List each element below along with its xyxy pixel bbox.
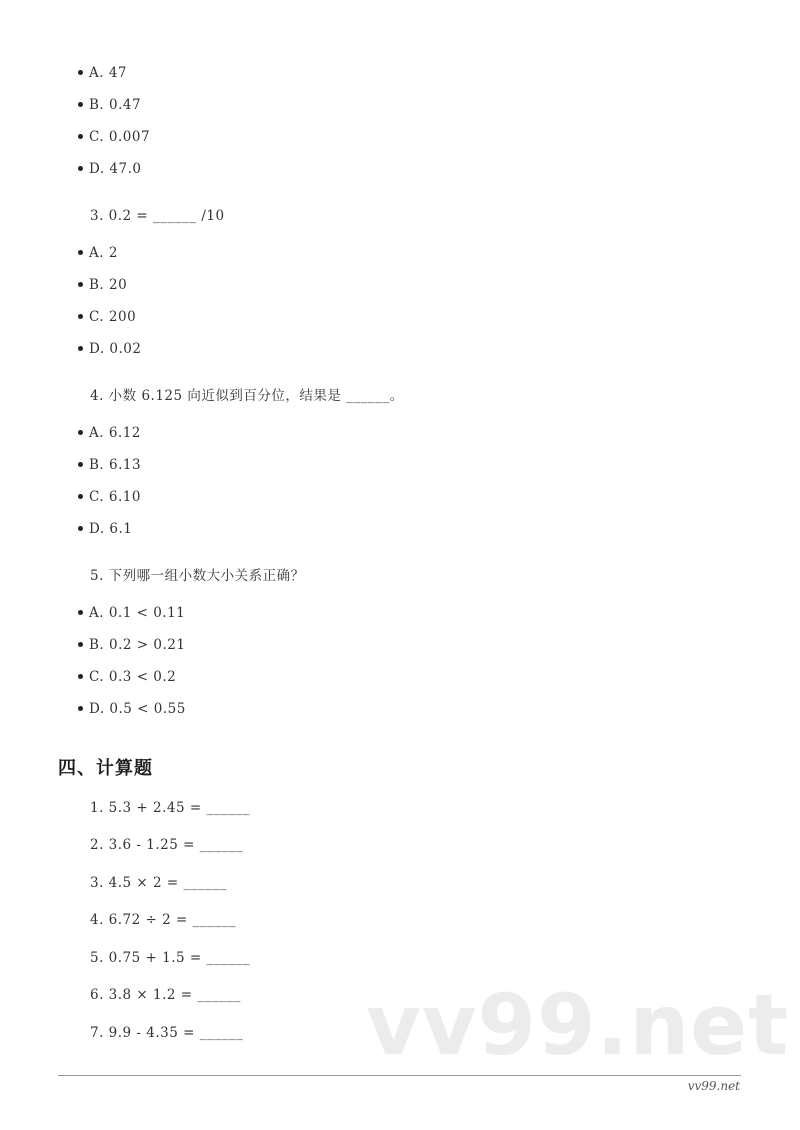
bullet-icon (78, 674, 83, 679)
option-text: D. 0.5 < 0.55 (89, 701, 186, 717)
option-d (78, 341, 141, 357)
option-b (78, 637, 185, 653)
option-b (78, 277, 127, 293)
option-a (78, 245, 118, 261)
calc-item-3: 3. 4.5 × 2 = ______ (90, 875, 228, 891)
question-3: 3. 0.2 = ______ /10 (90, 208, 225, 224)
option-text: D. 0.02 (89, 341, 142, 357)
bullet-icon (78, 102, 83, 107)
calc-item-7: 7. 9.9 - 4.35 = ______ (90, 1025, 244, 1041)
footer-site: vv99.net (687, 1079, 740, 1093)
option-d (78, 521, 132, 537)
option-d (78, 161, 141, 177)
calc-item-6: 6. 3.8 × 1.2 = ______ (90, 987, 241, 1003)
bullet-icon (78, 462, 83, 467)
option-text: C. 6.10 (89, 489, 141, 505)
bullet-icon (78, 494, 83, 499)
calc-item-4: 4. 6.72 ÷ 2 = ______ (90, 912, 237, 928)
option-a (78, 605, 185, 621)
bullet-icon (78, 250, 83, 255)
option-text: D. 6.1 (89, 521, 133, 537)
bullet-icon (78, 282, 83, 287)
option-c (78, 309, 136, 325)
option-c (78, 489, 141, 505)
bullet-icon (78, 526, 83, 531)
bullet-icon (78, 166, 83, 171)
option-text: A. 47 (89, 65, 128, 81)
option-c (78, 669, 176, 685)
option-text: A. 6.12 (89, 425, 141, 441)
option-a (78, 425, 141, 441)
option-text: B. 0.47 (89, 97, 142, 113)
option-text: C. 200 (89, 309, 137, 325)
option-text: B. 0.2 > 0.21 (89, 637, 186, 653)
option-b (78, 457, 141, 473)
question-5: 5. 下列哪一组小数大小关系正确？ (90, 568, 305, 584)
question-4: 4. 小数 6.125 向近似到百分位，结果是 ______。 (90, 388, 404, 404)
option-text: C. 0.3 < 0.2 (89, 669, 177, 685)
option-text: C. 0.007 (89, 129, 151, 145)
bullet-icon (78, 642, 83, 647)
bullet-icon (78, 610, 83, 615)
bullet-icon (78, 706, 83, 711)
option-b (78, 97, 141, 113)
option-text: A. 2 (89, 245, 118, 261)
watermark: vv99.net (366, 976, 790, 1074)
bullet-icon (78, 346, 83, 351)
calc-item-1: 1. 5.3 + 2.45 = ______ (90, 800, 250, 816)
calc-item-2: 2. 3.6 - 1.25 = ______ (90, 837, 244, 853)
footer-divider (58, 1075, 741, 1076)
option-text: B. 20 (89, 277, 128, 293)
section-heading: 四、计算题 (58, 758, 153, 779)
option-a (78, 65, 127, 81)
bullet-icon (78, 314, 83, 319)
option-text: B. 6.13 (89, 457, 142, 473)
bullet-icon (78, 430, 83, 435)
calc-item-5: 5. 0.75 + 1.5 = ______ (90, 950, 250, 966)
option-text: A. 0.1 < 0.11 (89, 605, 186, 621)
bullet-icon (78, 70, 83, 75)
option-d (78, 701, 186, 717)
bullet-icon (78, 134, 83, 139)
option-text: D. 47.0 (89, 161, 142, 177)
option-c (78, 129, 150, 145)
